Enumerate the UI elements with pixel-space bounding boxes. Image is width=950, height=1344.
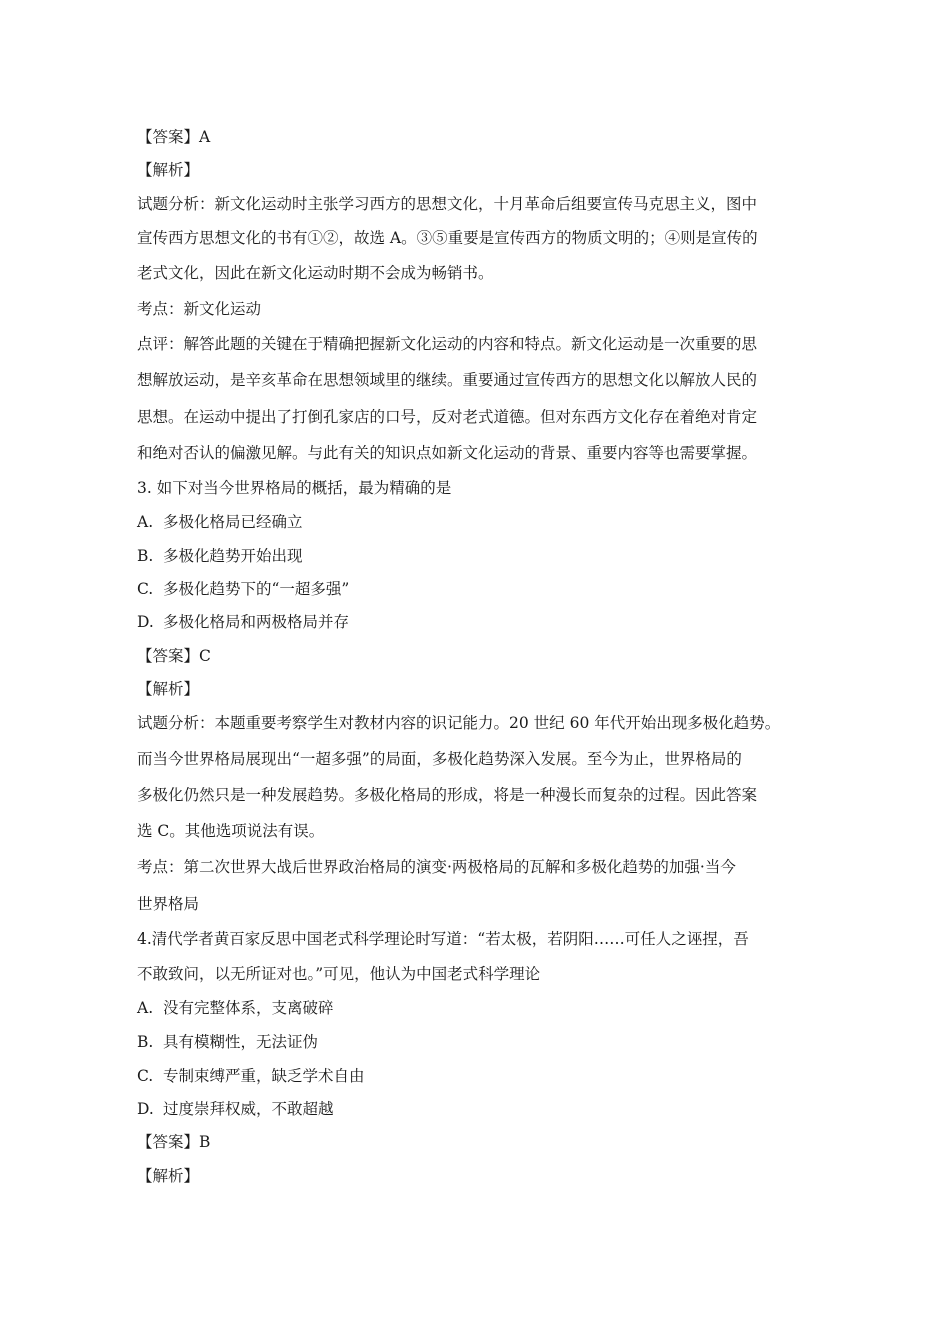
option-text: 多极化趋势开始出现: [163, 547, 303, 565]
q4-option-d: [137, 1098, 334, 1120]
option-label: D.: [137, 1100, 154, 1118]
option-label: D.: [137, 613, 154, 631]
option-text: 过度崇拜权威，不敢超越: [163, 1100, 334, 1118]
q2-dianping-line: 想解放运动，是辛亥革命在思想领域里的继续。重要通过宣传西方的思想文化以解放人民的: [137, 371, 758, 389]
option-text: 多极化趋势下的“一超多强”: [163, 580, 350, 598]
option-label: A.: [137, 513, 154, 531]
option-label: A.: [137, 999, 154, 1017]
q3-option-d: [137, 611, 349, 633]
q3-option-b: [137, 545, 303, 567]
q4-stem-line: 4.清代学者黄百家反思中国老式科学理论时写道：“若太极，若阴阳……可任人之诬捏，吾: [137, 930, 749, 948]
q3-explanation-line: 多极化仍然只是一种发展趋势。多极化格局的形成，将是一种漫长而复杂的过程。因此答案: [137, 786, 758, 804]
option-label: B.: [137, 1033, 154, 1051]
q2-dianping-line: 和绝对否认的偏激见解。与此有关的知识点如新文化运动的背景、重要内容等也需要掌握。: [137, 444, 758, 462]
option-text: 专制束缚严重，缺乏学术自由: [163, 1067, 365, 1085]
option-label: C.: [137, 580, 154, 598]
q4-option-b: [137, 1031, 318, 1053]
q3-analysis-heading: 【解析】: [137, 680, 200, 698]
q4-answer: 【答案】B: [137, 1133, 211, 1151]
q4-option-c: [137, 1065, 365, 1087]
q3-option-c: [137, 578, 349, 600]
q4-stem-line: 不敢致问，以无所证对也。”可见，他认为中国老式科学理论: [137, 965, 541, 983]
q3-explanation-line: 而当今世界格局展现出“一超多强”的局面，多极化趋势深入发展。至今为止，世界格局的: [137, 750, 742, 768]
q3-kaodian-line: 考点：第二次世界大战后世界政治格局的演变·两极格局的瓦解和多极化趋势的加强·当今: [137, 858, 736, 876]
q3-option-a: [137, 511, 303, 533]
option-label: B.: [137, 547, 154, 565]
q3-explanation-line: 选 C。其他选项说法有误。: [137, 822, 325, 840]
option-text: 多极化格局和两极格局并存: [163, 613, 350, 631]
option-text: 没有完整体系，支离破碎: [163, 999, 334, 1017]
q4-option-a: [137, 997, 334, 1019]
q3-explanation-line: 试题分析：本题重要考察学生对教材内容的识记能力。20 世纪 60 年代开始出现多极化趋势。: [137, 714, 781, 732]
q3-kaodian-line: 世界格局: [137, 895, 200, 913]
q4-analysis-heading: 【解析】: [137, 1167, 200, 1185]
option-text: 具有模糊性，无法证伪: [163, 1033, 319, 1051]
option-label: C.: [137, 1067, 154, 1085]
q2-kaodian: 考点：新文化运动: [137, 300, 262, 318]
q2-explanation-line: 试题分析：新文化运动时主张学习西方的思想文化，十月革命后组要宣传马克思主义，图中: [137, 195, 758, 213]
option-text: 多极化格局已经确立: [163, 513, 303, 531]
q2-dianping-line: 点评：解答此题的关键在于精确把握新文化运动的内容和特点。新文化运动是一次重要的思: [137, 335, 758, 353]
q2-answer: 【答案】A: [137, 128, 211, 146]
q2-analysis-heading: 【解析】: [137, 161, 200, 179]
q2-dianping-line: 思想。在运动中提出了打倒孔家店的口号，反对老式道德。但对东西方文化存在着绝对肯定: [137, 408, 758, 426]
q3-answer: 【答案】C: [137, 647, 211, 665]
q2-explanation-line: 宣传西方思想文化的书有①②，故选 A。③⑤重要是宣传西方的物质文明的；④则是宣传的: [137, 229, 758, 247]
q3-stem: 3. 如下对当今世界格局的概括，最为精确的是: [137, 479, 452, 497]
q2-explanation-line: 老式文化，因此在新文化运动时期不会成为畅销书。: [137, 264, 494, 282]
